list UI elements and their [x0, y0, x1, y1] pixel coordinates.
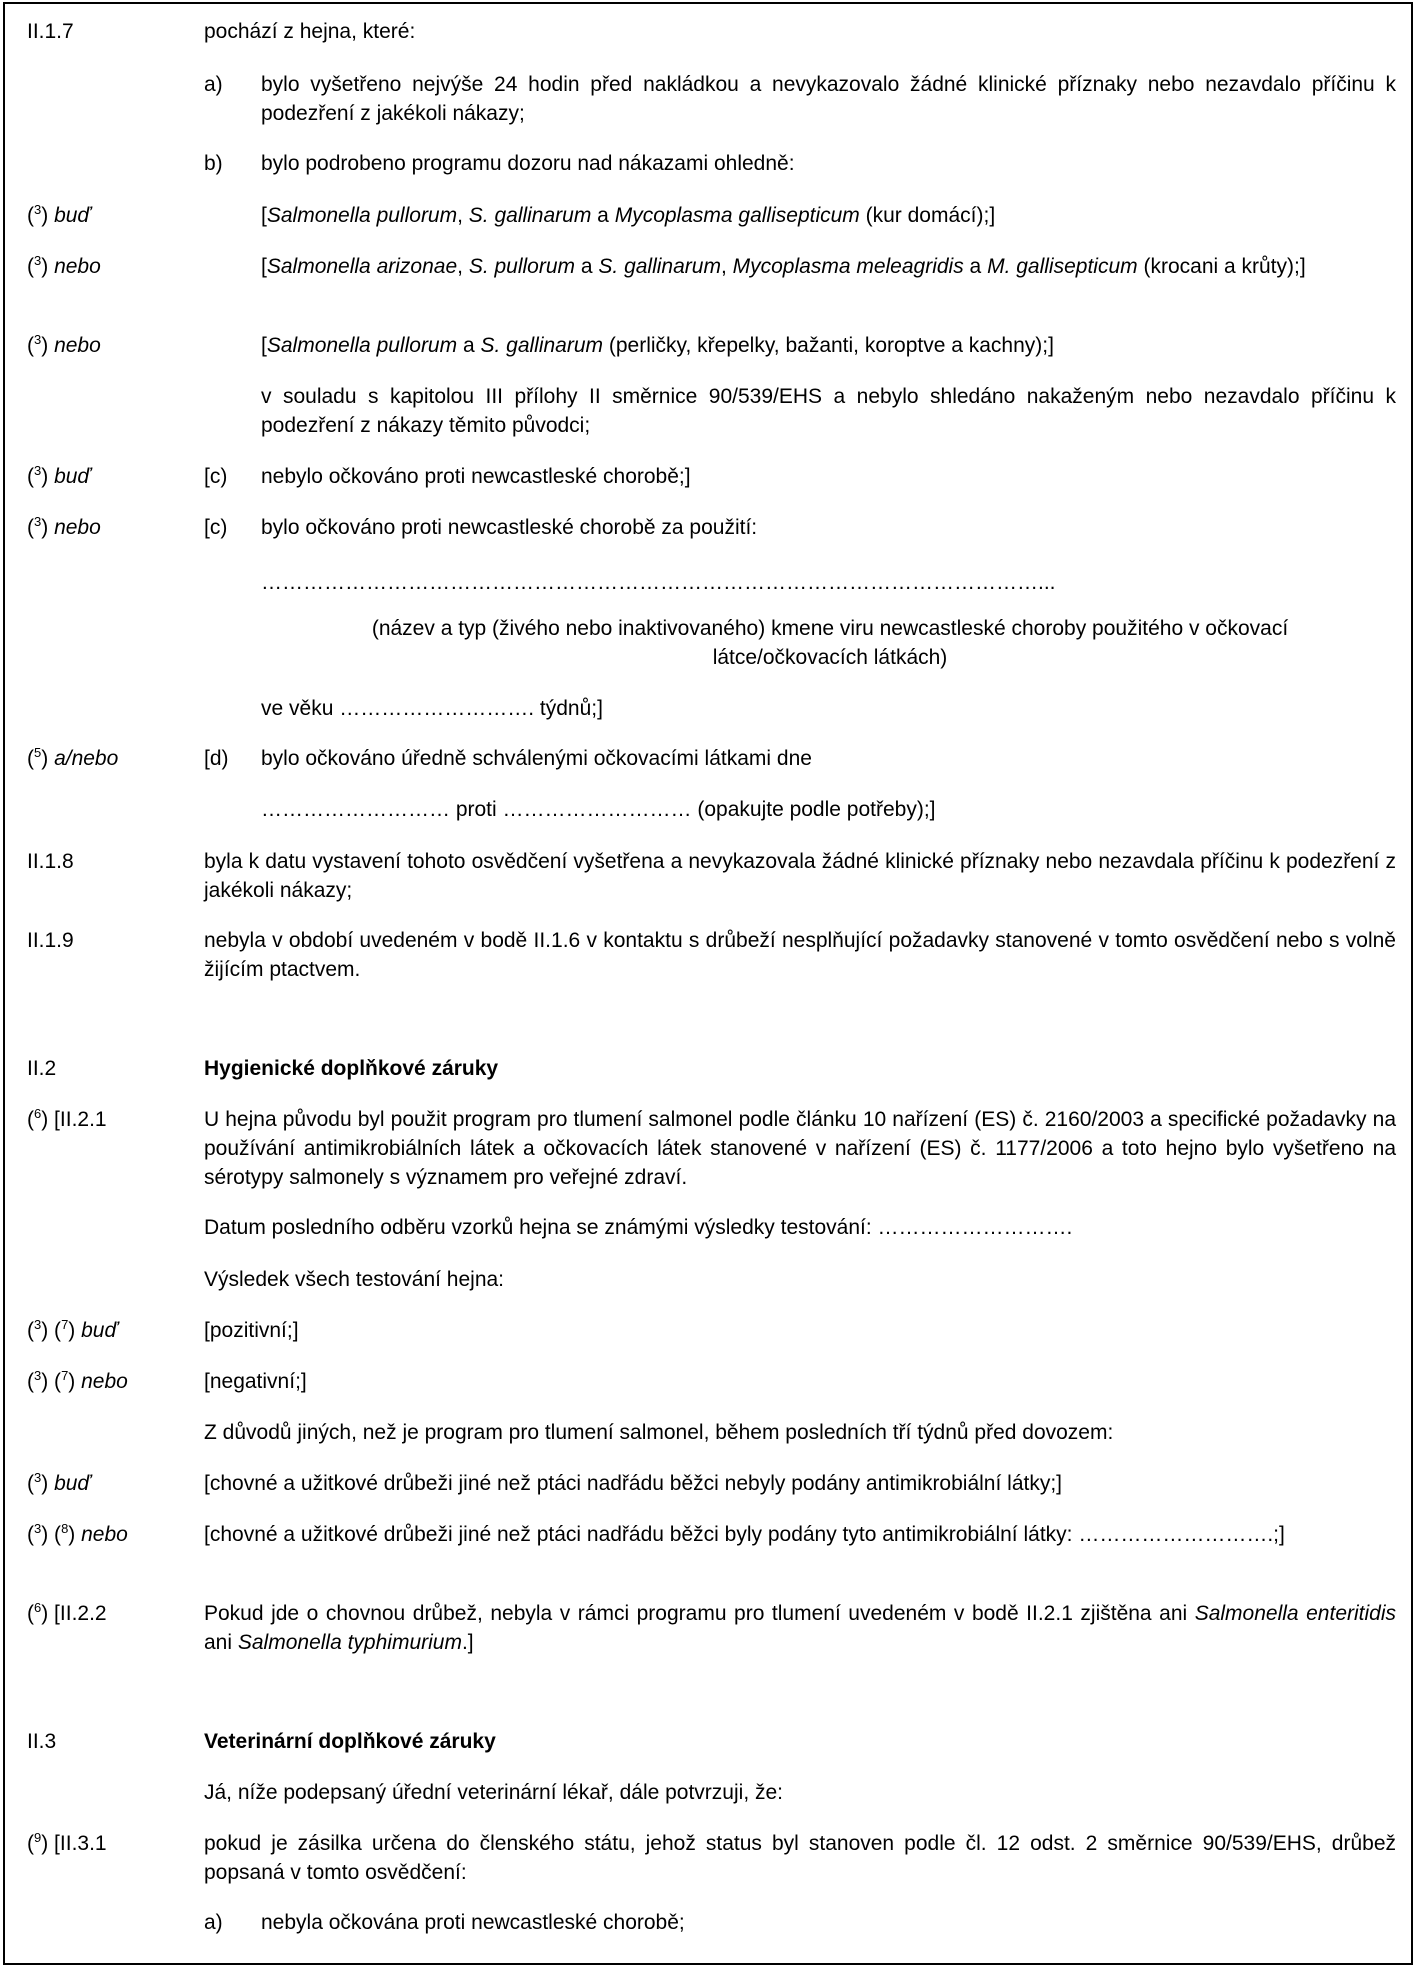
option-text: bylo očkováno úředně schválenými očkovacími látkami dne: [261, 747, 812, 770]
item-letter-b: b): [204, 152, 223, 175]
section-number-ii-3: II.3: [27, 1730, 57, 1753]
option-text: [Salmonella pullorum a S. gallinarum (perličky, křepelky, bažanti, koroptve a kachny);]: [261, 334, 1054, 357]
section-number-ii-1-9: II.1.9: [27, 929, 74, 952]
clause-text: nebyla v období uvedeném v bodě II.1.6 v kontaktu s drůbeží nesplňující požadavky stanovené v tomto osvědčení nebo s volně žijícím ptactvem.: [204, 929, 1396, 981]
section-heading-hygiene: Hygienické doplňkové záruky: [204, 1057, 499, 1080]
clause-text: Já, níže podepsaný úřední veterinární lékař, dále potvrzuji, že:: [204, 1781, 783, 1804]
clause-text: v souladu s kapitolou III přílohy II směrnice 90/539/EHS a nebylo shledáno nakaženým nebo nezavdalo příčinu k podezření z nákazy těmito původci;: [261, 385, 1396, 437]
clause-text: Datum posledního odběru vzorků hejna se známými výsledky testování: ……………………….: [204, 1216, 1073, 1239]
item-letter-d: [d): [204, 747, 229, 770]
footnote-section-label: ($^6$) [II.2.2: [27, 1600, 107, 1625]
footnote-section-label: ($^6$) [II.2.1: [27, 1106, 107, 1131]
clause-text: byla k datu vystavení tohoto osvědčení vyšetřena a nevykazovala žádné klinické příznaky nebo nezavdala příčinu k podezření z jakékoli nákazy;: [204, 850, 1396, 902]
clause-text: pokud je zásilka určena do členského státu, jehož status byl stanoven podle čl. 12 odst. 2 směrnice 90/539/EHS, drůbež popsaná v tomto osvědčení:: [204, 1832, 1396, 1884]
clause-text: nebyla očkována proti newcastleské chorobě;: [261, 1911, 685, 1934]
option-text: nebylo očkováno proti newcastleské chorobě;]: [261, 465, 691, 488]
footnote-option-label: ($^3$) ($^8$) nebo: [27, 1521, 128, 1546]
option-text: [Salmonella arizonae, S. pullorum a S. gallinarum, Mycoplasma meleagridis a M. gallisepticum (krocani a krůty);]: [261, 255, 1306, 278]
footnote-option-label: ($^3$) buď: [27, 463, 91, 488]
clause-text: bylo vyšetřeno nejvýše 24 hodin před nakládkou a nevykazovalo žádné klinické příznaky nebo nezavdalo příčinu k podezření z jakékoli nákazy;: [261, 73, 1396, 125]
section-number-ii-1-8: II.1.8: [27, 850, 74, 873]
fill-in-dotted-line: …………………………………………………………………………………………………...: [261, 571, 1056, 594]
item-letter-c: [c): [204, 516, 228, 539]
option-text: [pozitivní;]: [204, 1319, 299, 1342]
option-text: bylo očkováno proti newcastleské chorobě za použití:: [261, 516, 758, 539]
clause-text: Výsledek všech testování hejna:: [204, 1268, 505, 1291]
footnote-option-label: ($^3$) nebo: [27, 332, 101, 357]
footnote-option-label: ($^3$) buď: [27, 202, 91, 227]
fill-in-age-line: ve věku ………………………. týdnů;]: [261, 697, 603, 720]
footnote-option-label: ($^3$) nebo: [27, 514, 101, 539]
footnote-section-label: ($^9$) [II.3.1: [27, 1830, 107, 1855]
footnote-option-label: ($^3$) buď: [27, 1470, 91, 1495]
option-text: [negativní;]: [204, 1370, 307, 1393]
certificate-page: [3, 2, 1413, 1965]
fill-in-caption: (název a typ (živého nebo inaktivovaného) kmene viru newcastleské choroby použitého v očkovací látce/očkovacích látkách): [371, 617, 1289, 669]
footnote-option-label: ($^3$) nebo: [27, 253, 101, 278]
section-heading-veterinary: Veterinární doplňkové záruky: [204, 1730, 496, 1753]
clause-text: Pokud jde o chovnou drůbež, nebyla v rámci programu pro tlumení uvedeném v bodě II.2.1 zjištěna ani Salmonella enteritidis ani Salmonella typhimurium.]: [204, 1602, 1397, 1654]
option-text: [chovné a užitkové drůbeži jiné než ptáci nadřádu běžci nebyly podány antimikrobiální látky;]: [204, 1472, 1062, 1495]
clause-text: pochází z hejna, které:: [204, 20, 416, 43]
option-text: [Salmonella pullorum, S. gallinarum a Mycoplasma gallisepticum (kur domácí);]: [261, 204, 996, 227]
section-number-ii-2: II.2: [27, 1057, 57, 1080]
option-text: [chovné a užitkové drůbeži jiné než ptáci nadřádu běžci byly podány tyto antimikrobiální látky: ……………………….;]: [204, 1523, 1285, 1546]
footnote-option-label: ($^3$) ($^7$) nebo: [27, 1368, 128, 1393]
section-number-ii-1-7: II.1.7: [27, 20, 74, 43]
clause-text: Z důvodů jiných, než je program pro tlumení salmonel, během posledních tří týdnů před dovozem:: [204, 1421, 1114, 1444]
item-letter-a: a): [204, 73, 223, 96]
item-letter-a: a): [204, 1911, 223, 1934]
footnote-option-label: ($^5$) a/nebo: [27, 745, 119, 770]
clause-text: U hejna původu byl použit program pro tlumení salmonel podle článku 10 nařízení (ES) č. 2160/2003 a specifické požadavky na používání antimikrobiálních látek a očkovacích látek stanovené v nařízení (ES) č. 1177/2006 a toto hejno bylo vyšetřeno na sérotypy salmonely s významem pro veřejné zdraví.: [204, 1108, 1396, 1189]
item-letter-c: [c): [204, 465, 228, 488]
fill-in-dates-line: ……………………… proti ……………………… (opakujte podle potřeby);]: [261, 798, 936, 821]
footnote-option-label: ($^3$) ($^7$) buď: [27, 1317, 118, 1342]
clause-text: bylo podrobeno programu dozoru nad nákazami ohledně:: [261, 152, 795, 175]
